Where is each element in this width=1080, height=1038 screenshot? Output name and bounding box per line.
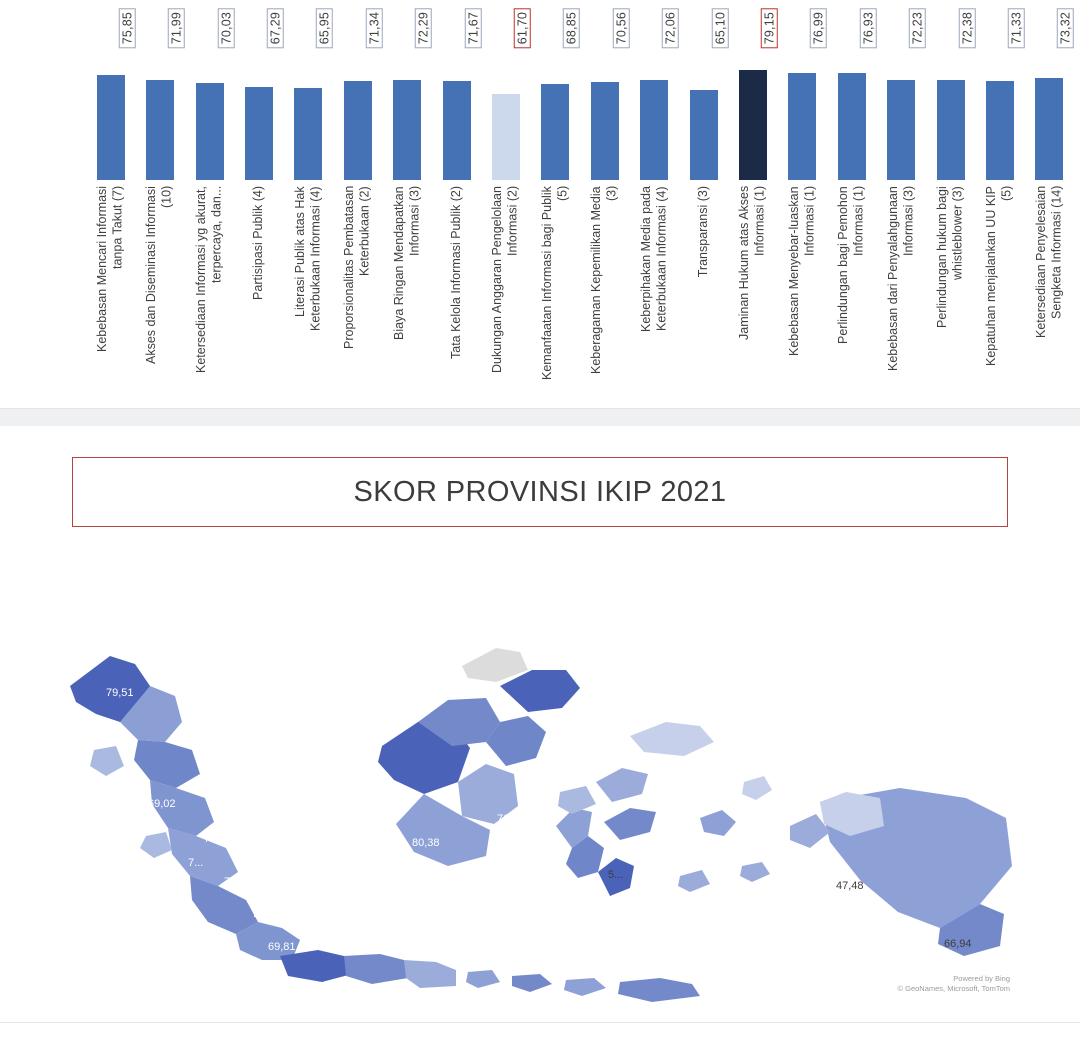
- bar-column[interactable]: [185, 8, 234, 180]
- bar-column[interactable]: [877, 8, 926, 180]
- bar-chart-panel: [0, 0, 1080, 408]
- category-tick: [728, 186, 777, 386]
- bar-value-label: 75,85: [119, 8, 136, 48]
- map-panel: [0, 426, 1080, 1022]
- category-tick: [679, 186, 728, 386]
- category-label: Keberagaman Kepemilikan Media (3): [589, 186, 619, 374]
- bar[interactable]: [739, 70, 767, 180]
- bottom-rule: [0, 1022, 1080, 1038]
- category-tick: [580, 186, 629, 386]
- category-label: Keberpihakan Media pada Keterbukaan Informasi (4): [638, 186, 669, 332]
- category-label: Literasi Publik atas Hak Keterbukaan Informasi (4): [292, 186, 323, 331]
- bar-chart-plot-area: [86, 8, 1074, 180]
- bar-value-label: 65,95: [317, 8, 334, 48]
- category-tick: [382, 186, 431, 386]
- category-label: Jaminan Hukum atas Akses Informasi (1): [737, 186, 767, 341]
- bar-column[interactable]: [926, 8, 975, 180]
- category-tick: [185, 186, 234, 386]
- svg-text:71,87: 71,87: [224, 876, 252, 888]
- category-tick: [531, 186, 580, 386]
- svg-text:73,45: 73,45: [204, 833, 232, 845]
- bar-column[interactable]: [333, 8, 382, 180]
- bar[interactable]: [591, 82, 619, 180]
- category-label: Ketersediaan Penyelesaian Sengketa Informasi (14): [1033, 186, 1064, 339]
- category-label: Kepatuhan menjalankan UU KIP (5): [984, 186, 1015, 366]
- bar[interactable]: [640, 80, 668, 180]
- bar[interactable]: [146, 80, 174, 180]
- map-attribution-line2: © GeoNames, Microsoft, TomTom: [897, 983, 1010, 993]
- svg-text:73,46: 73,46: [370, 985, 398, 997]
- category-label: Perlindungan hukum bagi whistleblower (3): [934, 186, 965, 328]
- category-label: Akses dan Diseminasi Informasi (10): [144, 186, 175, 364]
- map-attribution: [898, 974, 1011, 994]
- category-tick: [1025, 186, 1074, 386]
- bar[interactable]: [492, 94, 520, 180]
- category-label: Kebebasan Mencari Informasi tanpa Takut (7): [95, 186, 125, 353]
- bar-value-label: 71,34: [366, 8, 383, 48]
- bar-value-label: 72,06: [662, 8, 679, 48]
- svg-text:65,11: 65,11: [462, 872, 489, 884]
- bar-column[interactable]: [580, 8, 629, 180]
- svg-text:80,38: 80,38: [412, 837, 440, 849]
- category-tick: [827, 186, 876, 386]
- bar-value-label: 73,32: [1058, 8, 1075, 48]
- category-label: Dukungan Anggaran Pengelolaan Informasi (2): [490, 186, 520, 373]
- bar-column[interactable]: [679, 8, 728, 180]
- category-tick: [432, 186, 481, 386]
- category-label: Biaya Ringan Mendapatkan Informasi (3): [391, 186, 422, 340]
- category-tick: [926, 186, 975, 386]
- svg-text:47,48: 47,48: [836, 880, 864, 892]
- bar-value-label: 61,70: [514, 8, 531, 48]
- svg-text:66,82: 66,82: [414, 999, 442, 1011]
- bar[interactable]: [344, 81, 372, 180]
- bar-value-label: 72,29: [415, 8, 432, 48]
- svg-text:5...: 5...: [608, 869, 624, 881]
- bar[interactable]: [97, 75, 125, 180]
- bar[interactable]: [294, 88, 322, 180]
- bar-value-label: 71,33: [1008, 8, 1025, 48]
- bar[interactable]: [443, 81, 471, 180]
- category-tick: [86, 186, 135, 386]
- bar-chart-category-axis: [86, 186, 1074, 386]
- svg-text:6...: 6...: [706, 909, 722, 921]
- bar-column[interactable]: [432, 8, 481, 180]
- bar-column[interactable]: [284, 8, 333, 180]
- svg-text:7...: 7...: [556, 899, 572, 911]
- category-tick: [629, 186, 678, 386]
- category-tick: [778, 186, 827, 386]
- bar-value-label: 65,10: [712, 8, 729, 48]
- category-label: Transparansi (3): [695, 186, 710, 278]
- bar-value-label: 67,29: [267, 8, 284, 48]
- category-tick: [284, 186, 333, 386]
- map-title-box: [72, 457, 1008, 527]
- bar-column[interactable]: [234, 8, 283, 180]
- indonesia-choropleth-map[interactable]: [0, 536, 1080, 1016]
- category-label: Partisipasi Publik (4): [251, 186, 266, 300]
- bar-column[interactable]: [728, 8, 777, 180]
- category-label: Ketersediaan Informasi yg akurat, terpercaya, dan...: [193, 186, 224, 373]
- map-title: SKOR PROVINSI IKIP 2021: [353, 475, 727, 508]
- bar-value-label: 76,93: [860, 8, 877, 48]
- bar-value-label: 72,38: [959, 8, 976, 48]
- category-label: Perlindungan bagi Pemohon Informasi (1): [836, 186, 866, 344]
- svg-text:78,56: 78,56: [298, 983, 326, 995]
- bar-column[interactable]: [135, 8, 184, 180]
- bar[interactable]: [887, 80, 915, 180]
- category-tick: [975, 186, 1024, 386]
- bar[interactable]: [541, 84, 569, 180]
- bar[interactable]: [196, 83, 224, 180]
- bar-column[interactable]: [481, 8, 530, 180]
- bar-value-label: 72,23: [909, 8, 926, 48]
- svg-text:7...: 7...: [188, 857, 204, 869]
- bar-value-label: 79,15: [761, 8, 778, 48]
- bar-value-label: 71,67: [465, 8, 482, 48]
- svg-text:66,94: 66,94: [944, 938, 972, 950]
- bar[interactable]: [838, 73, 866, 180]
- svg-text:71,54: 71,54: [252, 908, 280, 920]
- bar[interactable]: [788, 73, 816, 180]
- category-label: Kebebasan Menyebar-luaskan Informasi (1): [786, 186, 817, 356]
- category-tick: [481, 186, 530, 386]
- bar-value-label: 70,56: [613, 8, 630, 48]
- bar-value-label: 71,99: [168, 8, 185, 48]
- category-tick: [135, 186, 184, 386]
- bar-column[interactable]: [975, 8, 1024, 180]
- svg-text:7...: 7...: [608, 909, 624, 921]
- bar[interactable]: [937, 80, 965, 180]
- category-label: Tata Kelola Informasi Publik (2): [448, 186, 463, 359]
- bar-column[interactable]: [827, 8, 876, 180]
- bar[interactable]: [986, 81, 1014, 180]
- bar-value-label: 70,03: [218, 8, 235, 48]
- bar-column[interactable]: [531, 8, 580, 180]
- bar[interactable]: [245, 87, 273, 180]
- bar[interactable]: [690, 90, 718, 180]
- bar[interactable]: [1035, 78, 1063, 180]
- bar-column[interactable]: [629, 8, 678, 180]
- svg-text:76,96: 76,96: [497, 813, 525, 825]
- bar-value-label: 76,99: [811, 8, 828, 48]
- svg-text:79,51: 79,51: [106, 687, 134, 699]
- category-tick: [333, 186, 382, 386]
- category-tick: [234, 186, 283, 386]
- category-tick: [877, 186, 926, 386]
- category-label: Kemanfaatan Informasi bagi Publik (5): [539, 186, 570, 380]
- bar-column[interactable]: [382, 8, 431, 180]
- bar-column[interactable]: [1025, 8, 1074, 180]
- svg-text:69,81: 69,81: [268, 941, 296, 953]
- map-attribution-line1: Powered by Bing: [953, 973, 1010, 983]
- svg-text:69,02: 69,02: [148, 798, 176, 810]
- svg-text:6...: 6...: [572, 917, 588, 929]
- bar-column[interactable]: [86, 8, 135, 180]
- panel-divider: [0, 408, 1080, 428]
- category-label: Proporsionalitas Pembatasan Keterbukaan (2): [342, 186, 372, 350]
- bar[interactable]: [393, 80, 421, 180]
- category-label: Kebebasan dari Penyalahgunaan Informasi (3): [885, 186, 916, 371]
- bar-column[interactable]: [778, 8, 827, 180]
- svg-text:68,32: 68,32: [477, 901, 505, 913]
- bar-value-label: 68,85: [564, 8, 581, 48]
